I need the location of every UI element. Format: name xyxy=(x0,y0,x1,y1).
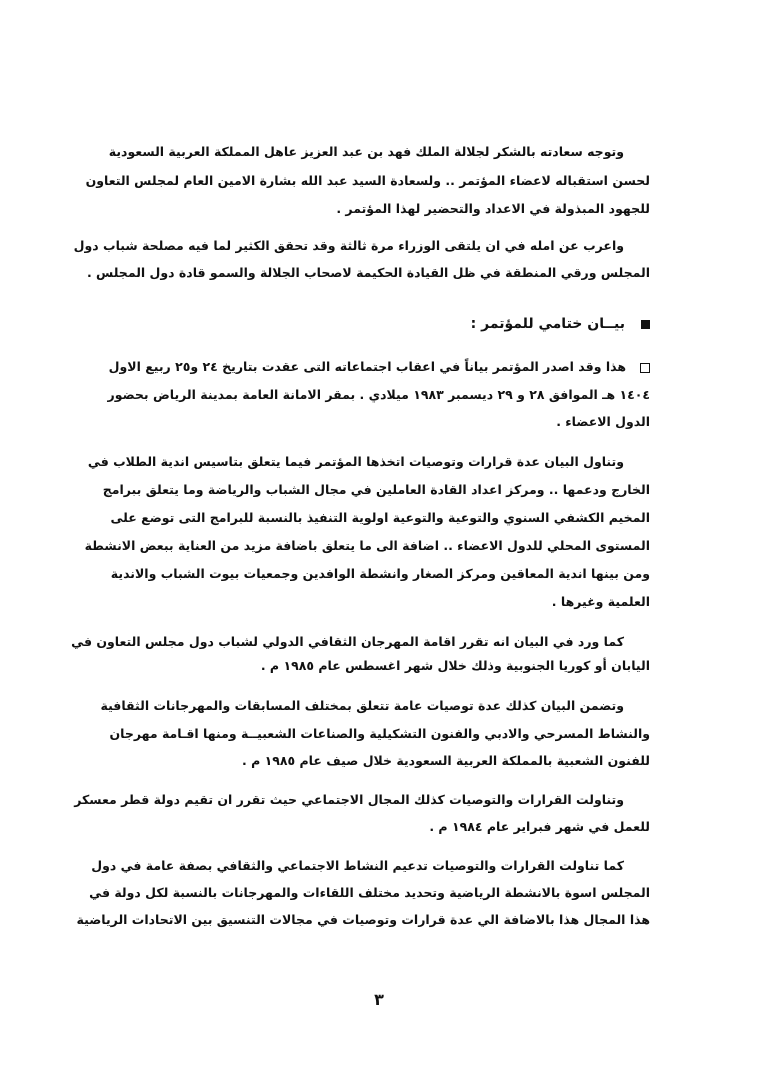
text-line xyxy=(108,358,650,376)
text-line: كما تناولت القرارات والتوصيات تدعيم النشاط الاجتماعي والثقافي بصفة عامة في دول xyxy=(91,858,624,873)
text-line: ومن بينها اندية المعاقين ومركز الصغار وانشطة الوافدين وجمعيات بيوت الشباب والاندية xyxy=(110,566,650,581)
text-line: الخارج ودعمها .. ومركز اعداد القادة العاملين في مجال الشباب والرياضة وما يتعلق ببرامج xyxy=(102,482,650,497)
text-line: الدول الاعضاء . xyxy=(556,414,650,429)
text-line: للفنون الشعبية بالمملكة العربية السعودية خلال صيف عام ١٩٨٥ م . xyxy=(242,753,650,768)
text-line: المجلس اسوة بالانشطة الرياضية وتحديد مختلف اللقاءات والمهرجانات بالنسبة لكل دولة في xyxy=(89,885,650,900)
text-line: وتناول البيان عدة قرارات وتوصيات اتخذها المؤتمر فيما يتعلق بتاسيس اندية الطلاب في xyxy=(87,454,624,469)
text-line: كما ورد في البيان انه تقرر اقامة المهرجان الثقافي الدولي لشباب دول مجلس التعاون في xyxy=(71,634,624,649)
hollow-square-bullet-icon xyxy=(640,363,650,373)
text-line: والنشاط المسرحي والادبي والفنون التشكيلية والصناعات الشعبيــة ومنها اقـامة مهرجان xyxy=(109,726,650,741)
text-line: ١٤٠٤ هـ الموافق ٢٨ و ٢٩ ديسمبر ١٩٨٣ ميلادي . بمقر الامانة العامة بمدينة الرياض بحضور xyxy=(107,387,650,402)
text-line: واعرب عن امله في ان يلتقى الوزراء مرة ثالثة وقد تحقق الكثير لما فيه مصلحة شباب دول xyxy=(73,238,624,253)
text-line: وتناولت القرارات والتوصيات كذلك المجال الاجتماعي حيث تقرر ان تقيم دولة قطر معسكر xyxy=(74,792,624,807)
text-line: المجلس ورقي المنطقة في ظل القيادة الحكيمة لاصحاب الجلالة والسمو قادة دول المجلس . xyxy=(86,265,650,280)
text-line: هذا المجال هذا بالاضافة الي عدة قرارات وتوصيات في مجالات التنسيق بين الاتحادات الرياضية xyxy=(76,912,650,927)
heading-text: بيــان ختامي للمؤتمر : xyxy=(470,316,625,332)
text-line: للعمل في شهر فبراير عام ١٩٨٤ م . xyxy=(429,819,650,834)
section-heading xyxy=(300,316,650,332)
text-line: وتضمن البيان كذلك عدة توصيات عامة تتعلق بمختلف المسابقات والمهرجانات الثقافية xyxy=(100,698,624,713)
text-line: اليابان أو كوريا الجنوبية وذلك خلال شهر اغسطس عام ١٩٨٥ م . xyxy=(260,658,650,673)
page-number: ٣ xyxy=(374,990,384,1009)
text-line: المخيم الكشفي السنوي والتوعية والتوعية اولوية التنفيذ بالنسبة للبرامج التى توضع على xyxy=(110,510,650,525)
text-line: المستوى المحلي للدول الاعضاء .. اضافة الى ما يتعلق باضافة مزيد من العناية ببعض الانشطة xyxy=(84,538,650,553)
text-line: للجهود المبذولة في الاعداد والتحضير لهذا المؤتمر . xyxy=(336,201,650,216)
filled-square-bullet-icon xyxy=(641,320,650,329)
text-span: هذا وقد اصدر المؤتمر بياناً في اعقاب اجتماعاته التى عقدت بتاريخ ٢٤ و٢٥ ربيع الاول xyxy=(108,359,626,374)
text-line: العلمية وغيرها . xyxy=(551,594,650,609)
text-line: لحسن استقباله لاعضاء المؤتمر .. ولسعادة السيد عبد الله بشارة الامين العام لمجلس التعاون xyxy=(85,173,650,188)
text-line: وتوجه سعادته بالشكر لجلالة الملك فهد بن عبد العزيز عاهل المملكة العربية السعودية xyxy=(108,144,624,159)
